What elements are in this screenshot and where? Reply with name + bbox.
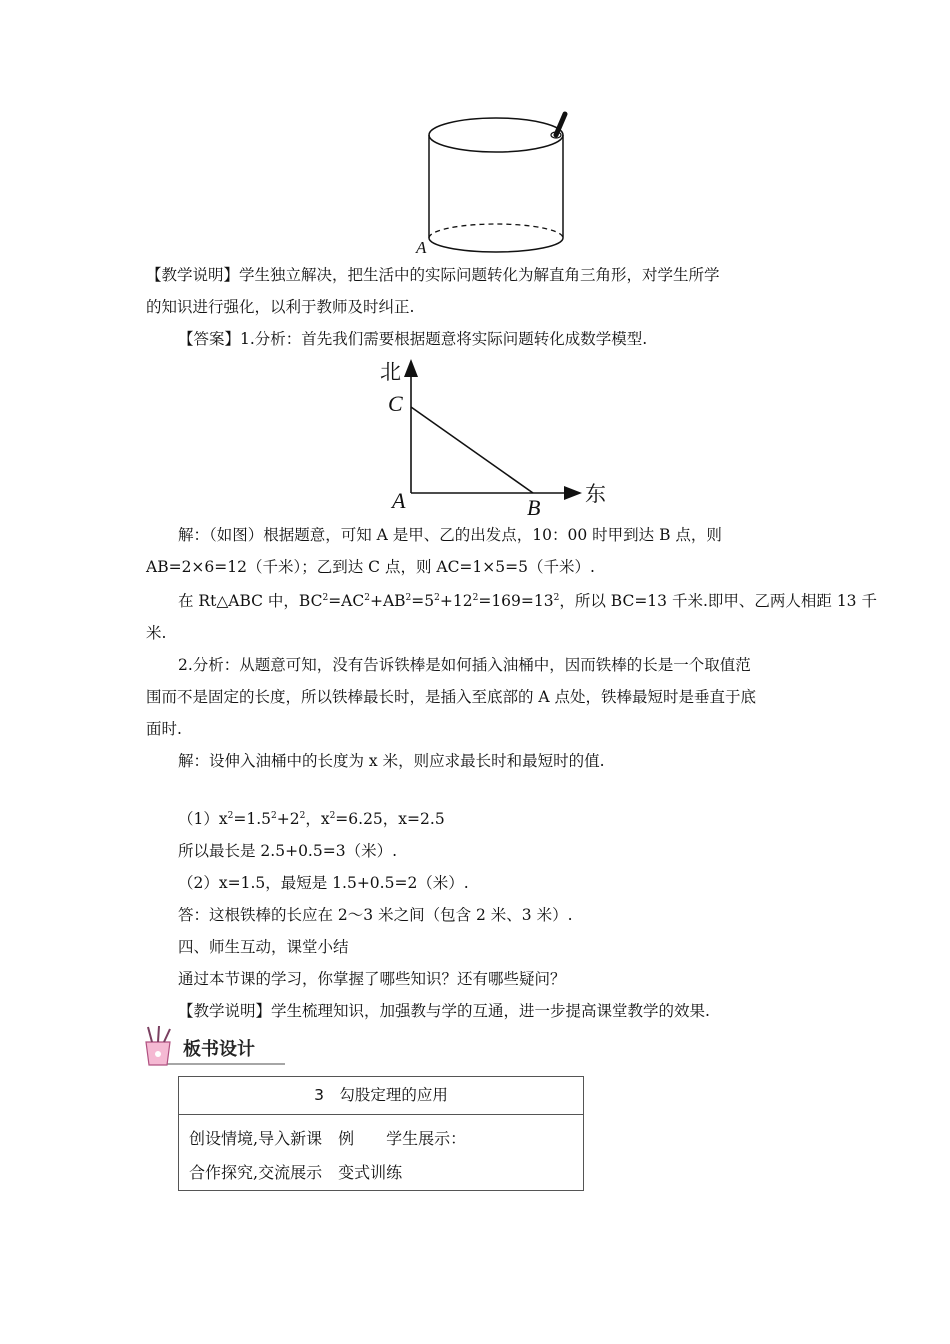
- solution-2-equation: $(1)x^2=1.5^2+2^2$，$x^2=6.25$，x=2.5: [178, 810, 445, 828]
- board-row-2: 合作探究,交流展示 变式训练: [189, 1163, 403, 1182]
- iron-rod: [556, 114, 565, 135]
- section-4-title: 四、师生互动，课堂小结: [178, 938, 349, 956]
- hypotenuse-bc: [411, 407, 533, 493]
- east-arrow-icon: [564, 486, 582, 500]
- pen-1: [148, 1027, 152, 1042]
- solution-2-case2: （2）x=1.5，最短是 1.5+0.5=2（米）.: [178, 874, 469, 892]
- label-c: C: [388, 391, 403, 416]
- label-b: B: [527, 495, 541, 520]
- answer-analysis-1: 【答案】1.分析：首先我们需要根据题意将实际问题转化成数学模型.: [178, 330, 648, 348]
- barrel-figure: [410, 108, 580, 258]
- board-design-header: [140, 1024, 290, 1070]
- board-design-table: [178, 1076, 584, 1191]
- solution-2-answer: 答：这根铁棒的长应在 2～3 米之间（包含 2 米、3 米）.: [178, 906, 573, 924]
- solution-2-intro: 解：设伸入油桶中的长度为 x 米，则应求最长时和最短时的值.: [178, 752, 605, 770]
- board-title: 3 勾股定理的应用: [179, 1077, 583, 1115]
- solution-1-line4: 米.: [146, 624, 167, 642]
- board-row-1: 创设情境,导入新课 例 学生展示：: [189, 1129, 467, 1148]
- cup-dot: [155, 1051, 161, 1057]
- triangle-figure: [370, 355, 620, 520]
- teaching-note-1-cont: 的知识进行强化，以利于教师及时纠正.: [146, 298, 415, 316]
- solution-1-line2: AB=2×6=12（千米）；乙到达 C 点，则 AC=1×5=5（千米）.: [146, 558, 595, 576]
- analysis-2-line3: 面时.: [146, 720, 182, 738]
- north-label: 北: [380, 360, 401, 384]
- pen-2: [158, 1026, 159, 1042]
- solution-1-line1: 解：（如图）根据题意，可知 A 是甲、乙的出发点，10：00 时甲到达 B 点，则: [178, 526, 722, 544]
- barrel-bottom-front: [429, 238, 563, 252]
- section-4-question: 通过本节课的学习，你掌握了哪些知识？还有哪些疑问？: [178, 970, 566, 988]
- solution-2-longest: 所以最长是 2.5+0.5=3（米）.: [178, 842, 397, 860]
- north-arrow-icon: [404, 359, 418, 377]
- label-a: A: [416, 238, 427, 257]
- label-a: A: [392, 488, 406, 513]
- board-design-heading: 板书设计: [183, 1039, 255, 1060]
- teaching-note-1: 【教学说明】学生独立解决，把生活中的实际问题转化为解直角三角形，对学生所学: [146, 266, 720, 284]
- east-label: 东: [585, 482, 606, 506]
- barrel-top: [429, 118, 563, 152]
- solution-1-equation: 在 Rt△ABC 中，$BC^2=AC^2+AB^2=5^2+12^2=169=13^2$，所以 BC=13 千米.即甲、乙两人相距 13 千: [178, 592, 877, 610]
- analysis-2-line1: 2.分析：从题意可知，没有告诉铁棒是如何插入油桶中，因而铁棒的长是一个取值范: [178, 656, 751, 674]
- analysis-2-line2: 围而不是固定的长度，所以铁棒最长时，是插入至底部的 A 点处，铁棒最短时是垂直于底: [146, 688, 757, 706]
- section-4-note: 【教学说明】学生梳理知识，加强教与学的互通，进一步提高课堂教学的效果.: [178, 1002, 710, 1020]
- barrel-bottom-back: [429, 224, 563, 238]
- pen-3: [164, 1029, 170, 1042]
